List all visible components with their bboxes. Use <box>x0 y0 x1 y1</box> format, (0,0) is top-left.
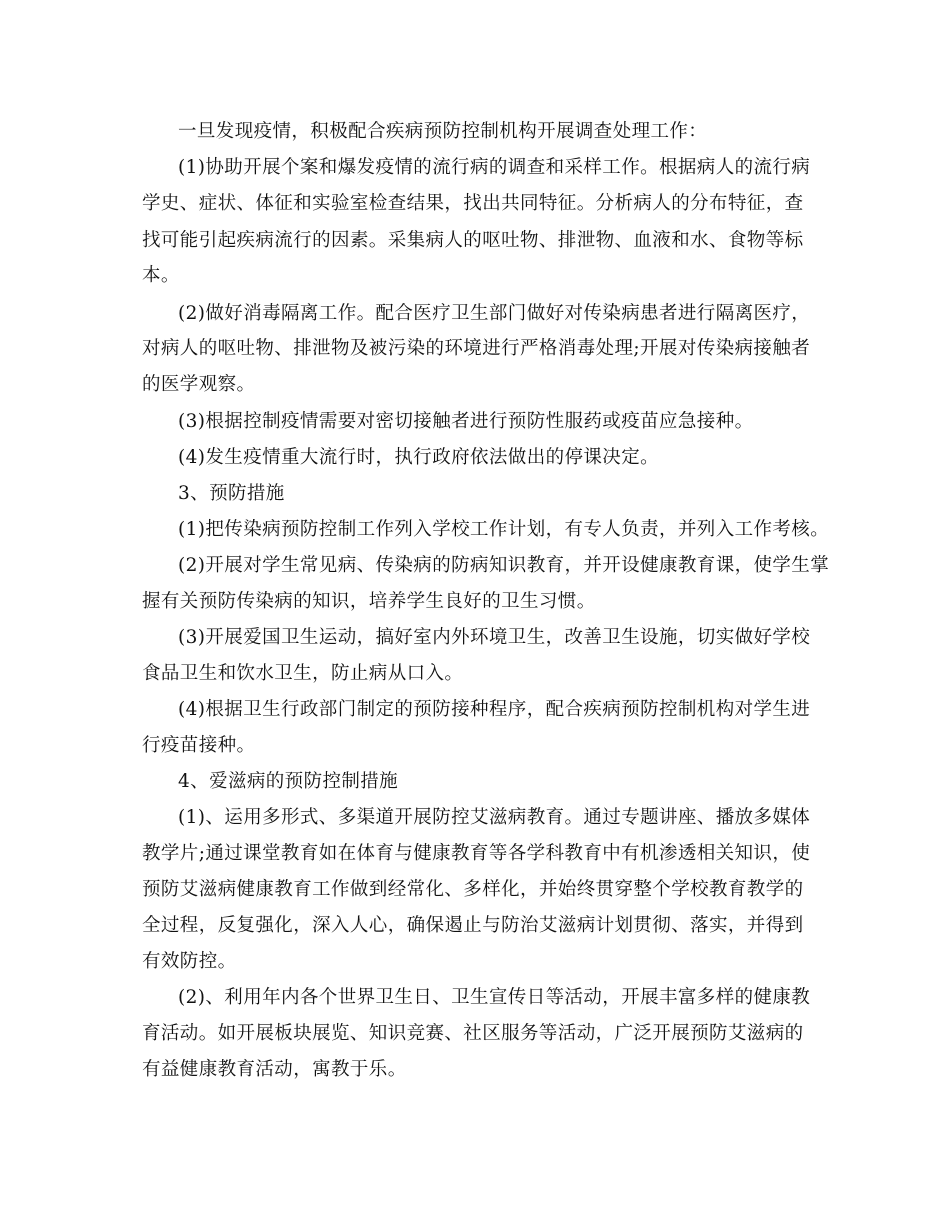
text-line: 食品卫生和饮水卫生，防止病从口入。 <box>142 663 464 684</box>
text-line: (2)开展对学生常见病、传染病的防病知识教育，并开设健康教育课，使学生掌 <box>178 555 830 576</box>
text-line: (3)根据控制疫情需要对密切接触者进行预防性服药或疫苗应急接种。 <box>178 411 754 432</box>
text-line: 全过程，反复强化，深入人心，确保遏止与防治艾滋病计划贯彻、落实，并得到 <box>142 915 804 936</box>
text-line: 握有关预防传染病的知识，培养学生良好的卫生习惯。 <box>142 591 596 612</box>
text-line: 一旦发现疫情，积极配合疾病预防控制机构开展调查处理工作： <box>178 121 708 142</box>
text-line: (1)、运用多形式、多渠道开展防控艾滋病教育。通过专题讲座、播放多媒体 <box>178 807 811 828</box>
section-heading: 3、预防措施 <box>178 483 285 504</box>
text-line: (2)做好消毒隔离工作。配合医疗卫生部门做好对传染病患者进行隔离医疗， <box>178 303 811 324</box>
text-line: 本。 <box>142 265 180 286</box>
text-line: 对病人的呕吐物、排泄物及被污染的环境进行严格消毒处理;开展对传染病接触者 <box>142 338 811 359</box>
text-line: 学史、症状、体征和实验室检查结果，找出共同特征。分析病人的分布特征，查 <box>142 193 804 214</box>
text-line: (4)发生疫情重大流行时，执行政府依法做出的停课决定。 <box>178 447 660 468</box>
text-line: 有效防控。 <box>142 951 237 972</box>
text-line: 育活动。如开展板块展览、知识竞赛、社区服务等活动，广泛开展预防艾滋病的 <box>142 1023 804 1044</box>
text-line: (3)开展爱国卫生运动，搞好室内外环境卫生，改善卫生设施，切实做好学校 <box>178 627 811 648</box>
text-line: (1)把传染病预防控制工作列入学校工作计划，有专人负责，并列入工作考核。 <box>178 519 830 540</box>
text-line: 有益健康教育活动，寓教于乐。 <box>142 1059 407 1080</box>
section-heading: 4、爱滋病的预防控制措施 <box>178 771 399 792</box>
text-line: 预防艾滋病健康教育工作做到经常化、多样化，并始终贯穿整个学校教育教学的 <box>142 879 804 900</box>
text-line: 教学片;通过课堂教育如在体育与健康教育等各学科教育中有机渗透相关知识，使 <box>142 843 811 864</box>
text-line: 的医学观察。 <box>142 374 256 395</box>
text-line: 找可能引起疾病流行的因素。采集病人的呕吐物、排泄物、血液和水、食物等标 <box>142 230 804 251</box>
text-line: (1)协助开展个案和爆发疫情的流行病的调查和采样工作。根据病人的流行病 <box>178 157 811 178</box>
text-line: 行疫苗接种。 <box>142 735 256 756</box>
text-line: (4)根据卫生行政部门制定的预防接种程序，配合疾病预防控制机构对学生进 <box>178 699 811 720</box>
text-line: (2)、利用年内各个世界卫生日、卫生宣传日等活动，开展丰富多样的健康教 <box>178 987 811 1008</box>
